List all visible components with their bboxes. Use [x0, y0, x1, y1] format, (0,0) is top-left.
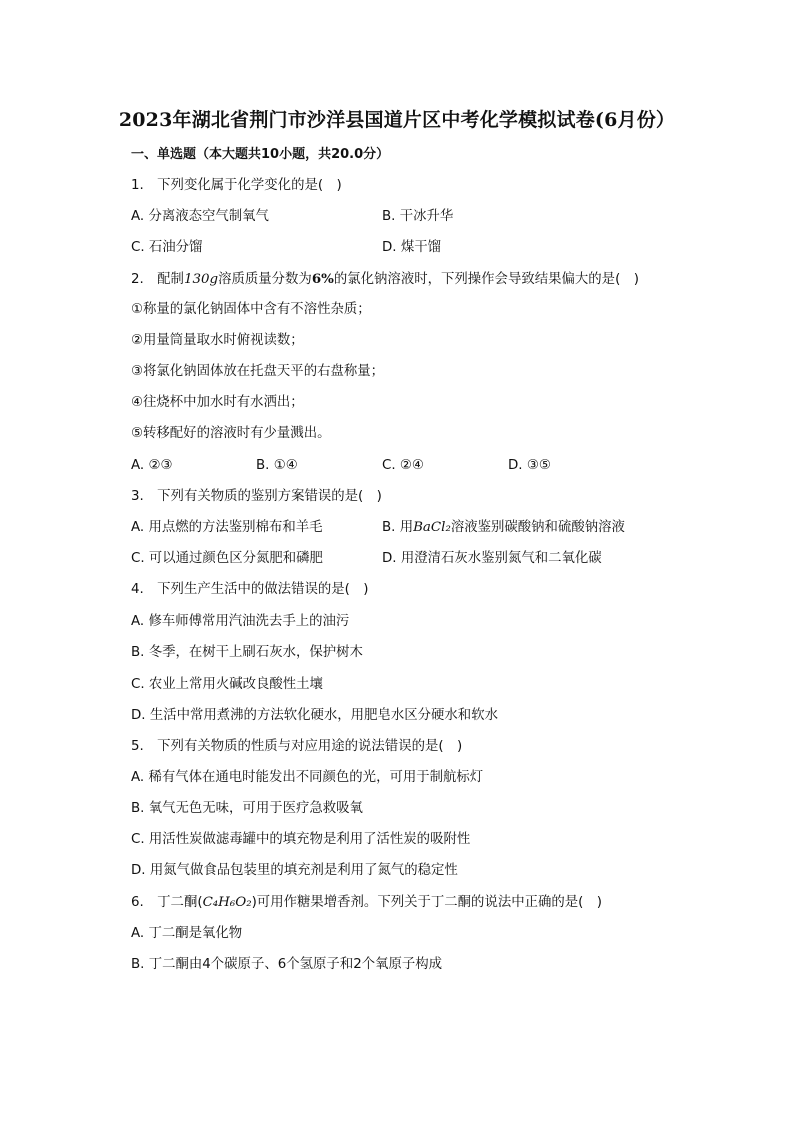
question-2-option-d: D. ③⑤	[508, 458, 551, 473]
question-5-option-d: D. 用氮气做食品包装里的填充剂是利用了氮气的稳定性	[131, 863, 458, 878]
question-3-option-b-pre: B. 用	[382, 520, 414, 535]
question-2-item-1: ①称量的氯化钠固体中含有不溶性杂质；	[131, 302, 371, 317]
question-2-item-3: ③将氯化钠固体放在托盘天平的右盘称量；	[131, 364, 385, 379]
question-3-option-b-formula: BaCl₂	[413, 520, 451, 535]
page-title: 2023年湖北省荆门市沙洋县国道片区中考化学模拟试卷(6月份）	[118, 109, 676, 131]
question-1-option-a: A. 分离液态空气制氧气	[131, 209, 269, 224]
question-1-option-d: D. 煤干馏	[382, 240, 441, 255]
question-6-stem-post: )可用作糖果增香剂。下列关于丁二酮的说法中正确的是( )	[251, 895, 603, 910]
question-5-option-a: A. 稀有气体在通电时能发出不同颜色的光，可用于制航标灯	[131, 770, 484, 785]
question-3-option-b-post: 溶液鉴别碳酸钠和硫酸钠溶液	[450, 520, 625, 535]
question-3-option-b	[382, 519, 625, 537]
question-2-stem	[131, 270, 639, 289]
question-2-option-c: C. ②④	[382, 458, 424, 473]
question-2-item-4: ④往烧杯中加水时有水洒出；	[131, 395, 304, 410]
question-6-option-a: A. 丁二酮是氧化物	[131, 926, 243, 941]
question-2-mass: 130g	[183, 272, 219, 287]
question-4-option-a: A. 修车师傅常用汽油洗去手上的油污	[131, 614, 350, 629]
question-6-stem	[131, 894, 602, 912]
question-4-option-b: B. 冬季，在树干上刷石灰水，保护树木	[131, 645, 363, 660]
question-2-option-b: B. ①④	[256, 458, 298, 473]
question-4-option-d: D. 生活中常用煮沸的方法软化硬水，用肥皂水区分硬水和软水	[131, 708, 498, 723]
question-4-stem: 4. 下列生产生活中的做法错误的是( )	[131, 582, 369, 597]
section-heading: 一、单选题（本大题共10小题，共20.0分）	[131, 147, 390, 162]
question-2-option-a: A. ②③	[131, 458, 173, 473]
question-3-option-a: A. 用点燃的方法鉴别棉布和羊毛	[131, 520, 323, 535]
question-2-stem-pre: 2. 配制	[131, 272, 184, 287]
question-1-stem: 1. 下列变化属于化学变化的是( )	[131, 178, 342, 193]
question-2-percent: 6%	[311, 271, 334, 287]
question-3-stem: 3. 下列有关物质的鉴别方案错误的是( )	[131, 489, 382, 504]
question-3-option-c: C. 可以通过颜色区分氮肥和磷肥	[131, 551, 323, 566]
question-2-item-2: ②用量筒量取水时俯视读数；	[131, 333, 304, 348]
question-5-option-c: C. 用活性炭做滤毒罐中的填充物是利用了活性炭的吸附性	[131, 832, 471, 847]
question-1-option-b: B. 干冰升华	[382, 209, 454, 224]
question-2-stem-mid: 溶质质量分数为	[218, 272, 312, 287]
question-1-option-c: C. 石油分馏	[131, 240, 203, 255]
question-6-stem-pre: 6. 丁二酮(	[131, 895, 203, 910]
question-5-option-b: B. 氧气无色无味，可用于医疗急救吸氧	[131, 801, 363, 816]
question-5-stem: 5. 下列有关物质的性质与对应用途的说法错误的是( )	[131, 739, 463, 754]
question-2-stem-post: 的氯化钠溶液时，下列操作会导致结果偏大的是( )	[333, 272, 639, 287]
question-2-item-5: ⑤转移配好的溶液时有少量溅出。	[131, 426, 331, 441]
question-3-option-d: D. 用澄清石灰水鉴别氮气和二氧化碳	[382, 551, 602, 566]
question-4-option-c: C. 农业上常用火碱改良酸性土壤	[131, 677, 323, 692]
question-6-formula: C₄H₆O₂	[202, 895, 252, 910]
question-6-option-b: B. 丁二酮由4个碳原子、6个氢原子和2个氧原子构成	[131, 957, 443, 972]
